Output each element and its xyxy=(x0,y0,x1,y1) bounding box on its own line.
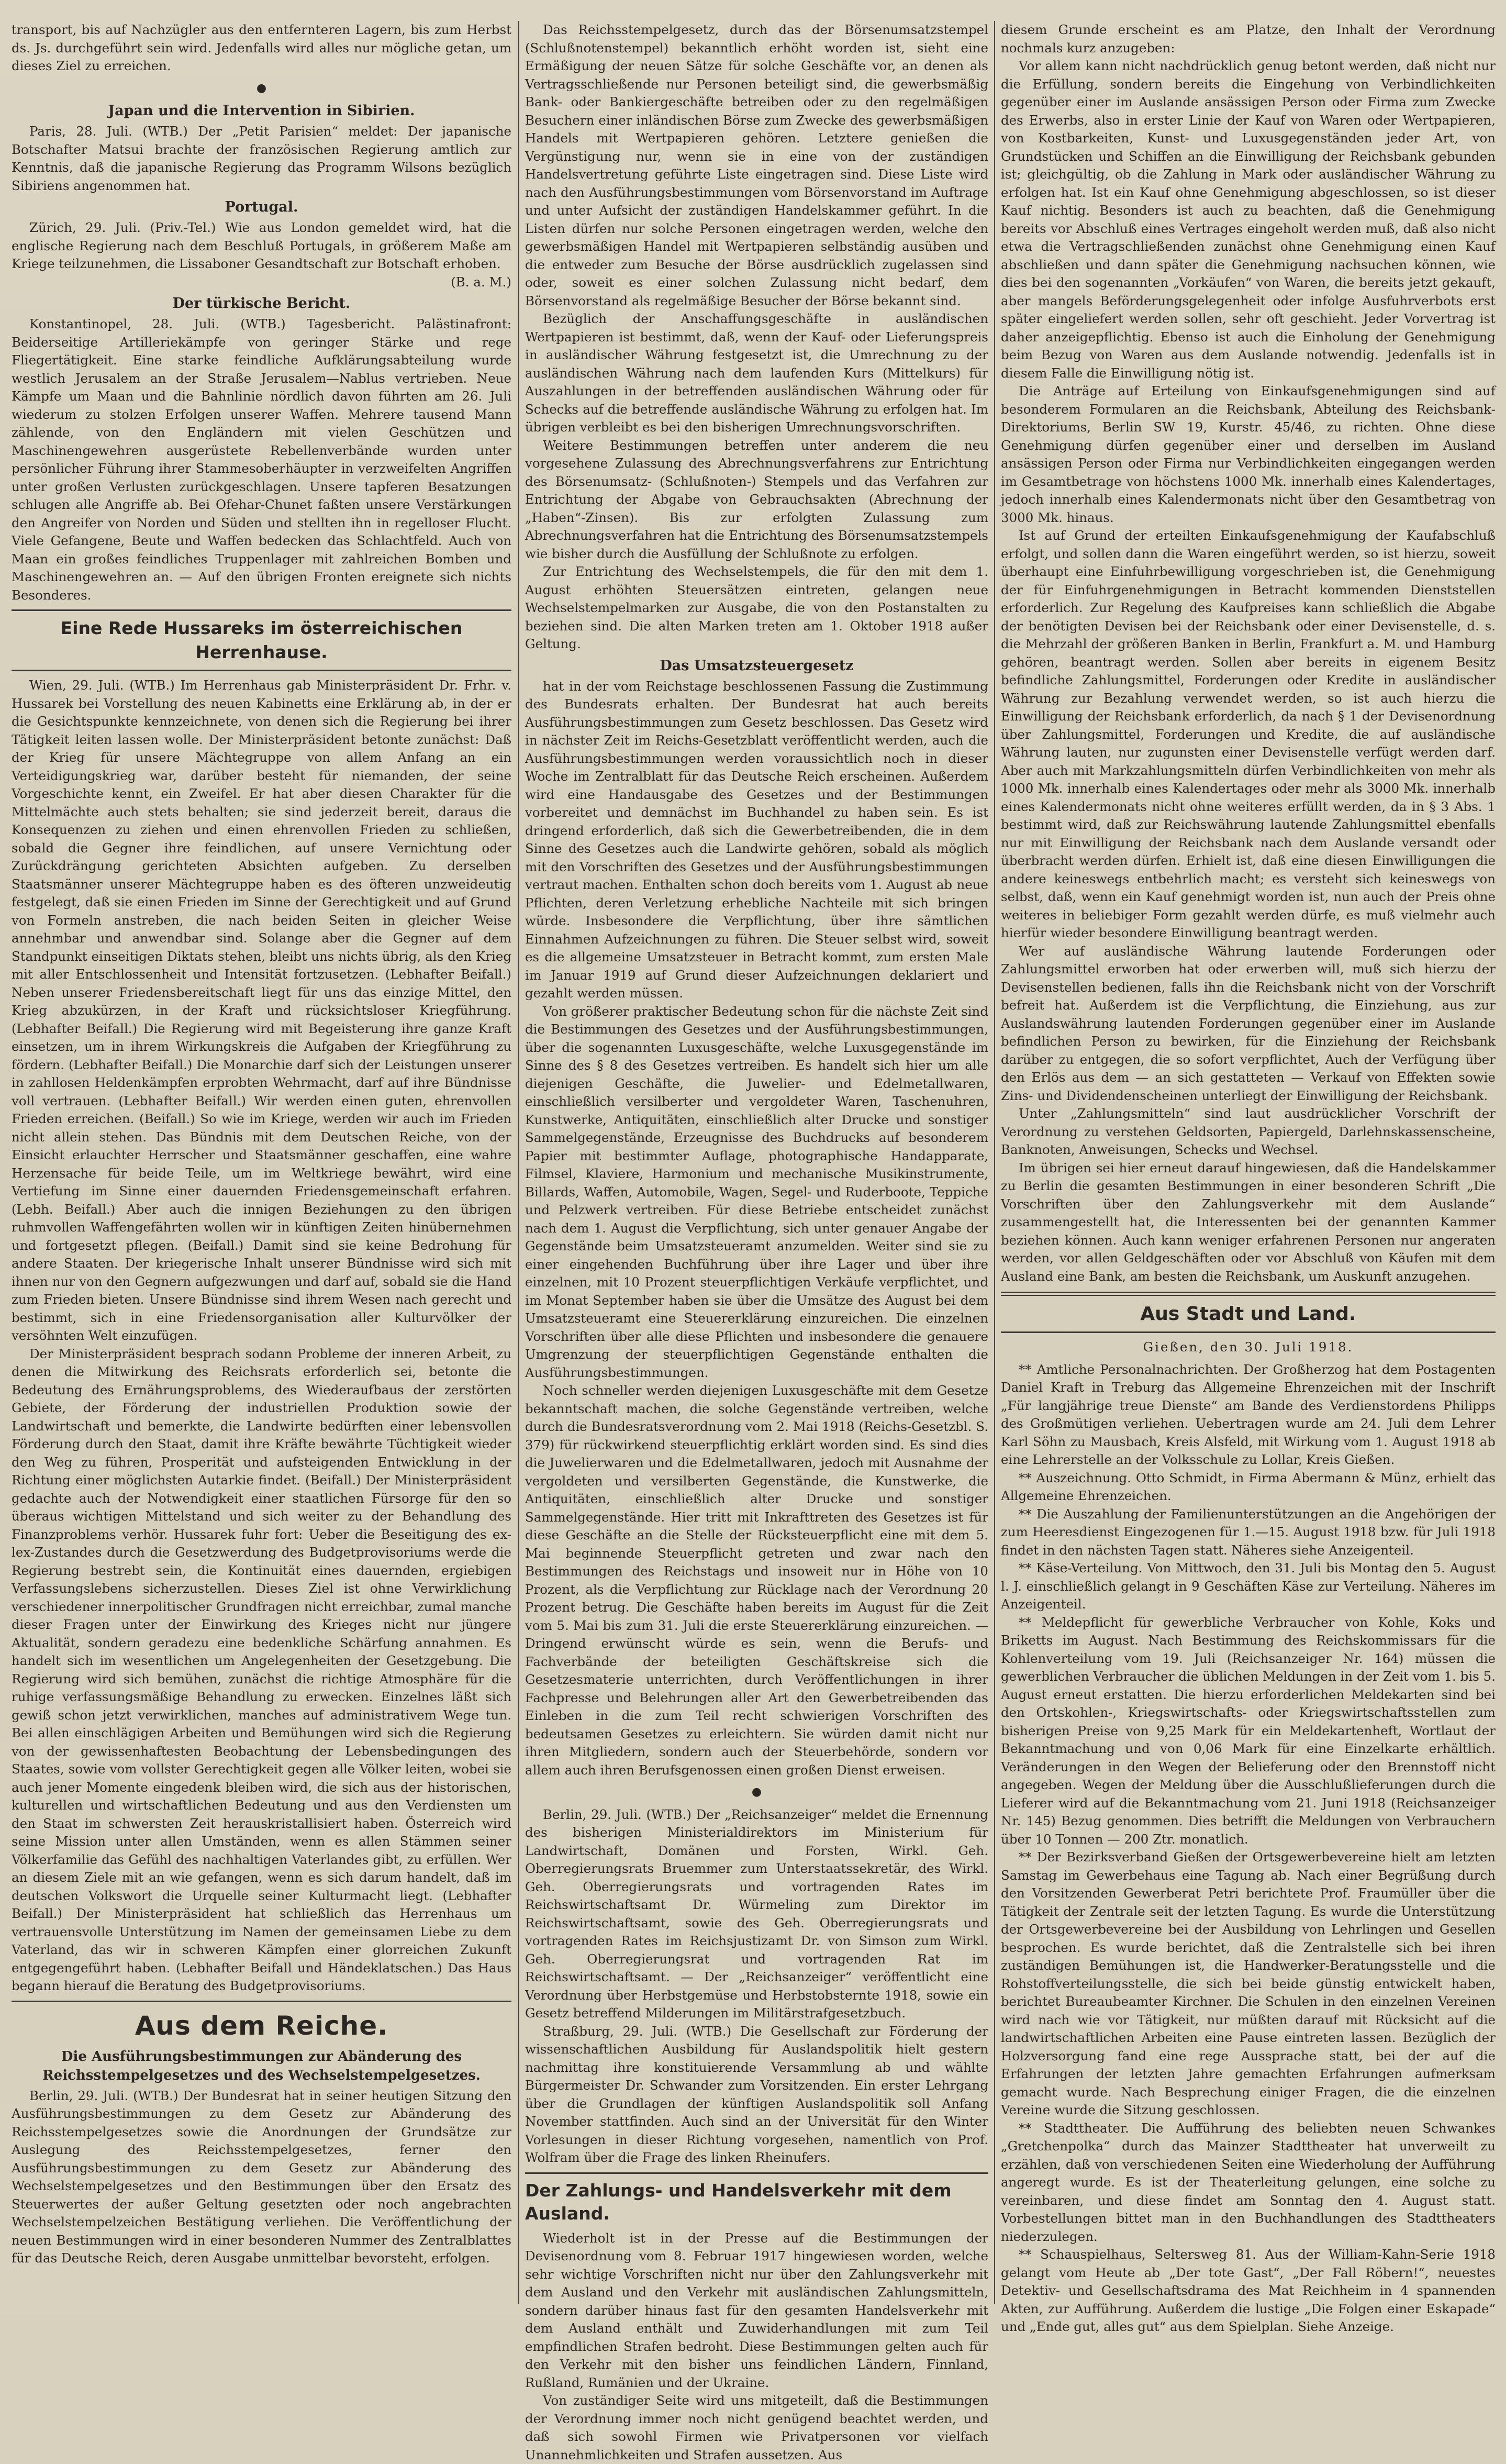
column-rule xyxy=(518,21,519,2304)
article-zahlungs-cont-p1: diesem Grunde erscheint es am Platze, den Inhalt der Verordnung nochmals kurz anzugeben: xyxy=(1001,22,1496,56)
local-news-item: ** Stadttheater. Die Aufführung des beliebten neuen Schwankes „Gretchenpolka“ durch das Mainzer Stadttheater hat unverweilt zu erzählen, daß von verschiedenen Seiten eine Wiederholung der Aufführung angeregt wurde. Es ist der Theaterleitung gelungen, eine solche zu vereinbaren, und diese findet am Sonntag den 4. August statt. Vorbestellungen bittet man in den Buchhandlungen des Stadttheaters niederzulegen. xyxy=(1001,2120,1496,2244)
column-1 xyxy=(12,21,511,2304)
headline-reichsstempel: Die Ausführungsbestimmungen zur Abänderung des Reichsstempelgesetzes und des Wechselstempelgesetzes. xyxy=(42,2048,481,2083)
article-berlin: Berlin, 29. Juli. (WTB.) Der „Reichsanzeiger“ meldet die Ernennung des bisherigen Ministerialdirektors im Ministerium für Landwirtschaft, Domänen und Forsten, Wirkl. Geh. Oberregierungsrats Bruemmer zum Unterstaatssekretär, des Wirkl. Geh. Oberregierungsrats und vortragenden Rates im Reichswirtschaftsamt Dr. Würmeling zum Direktor im Reichswirtschaftsamt, sowie des Geh. Oberregierungsrats und vortragenden Rates im Reichsjustizamt Dr. von Simson zum Wirkl. Geh. Oberregierungsrat und vortragenden Rat im Reichswirtschaftsamt. — Der „Reichsanzeiger“ veröffentlicht eine Verordnung über Herbstgemüse und Herbstobsternte 1918, sowie ein Gesetz betreffend Milderungen im Militärstrafgesetzbuch. xyxy=(525,1806,988,2021)
article-reichsstempel-p2: Bezüglich der Anschaffungsgeschäfte in ausländischen Wertpapieren ist bestimmt, daß, wenn der Kauf- oder Lieferungspreis in ausländischer Währung festgesetzt ist, die Umrechnung zu der ausländischen Währung nach dem laufenden Kurs (Mittelkurs) für Auszahlungen in der betreffenden ausländischen Währung oder für Schecks auf die betreffende ausländische Währung zu erfolgen hat. Im übrigen verbleibt es bei den bisherigen Umrechnungsvorschriften. xyxy=(525,311,988,435)
article-hussarek-p1: Wien, 29. Juli. (WTB.) Im Herrenhaus gab Ministerpräsident Dr. Frhr. v. Hussarek bei Vorstellung des neuen Kabinetts eine Erklärung ab, in der er die Gesichtspunkte kennzeichnete, von denen sich die Regierung bei ihrer Tätigkeit leiten lassen wolle. Der Ministerpräsident betonte zunächst: Daß der Krieg für unsere Mächtegruppe von allem Anfang an ein Verteidigungskrieg war, darüber besteht für niemanden, der seine Vorgeschichte kennt, ein Zweifel. Er hat aber diesen Charakter für die Mittelmächte auch stets behalten; sie sind jederzeit bereit, daraus die Konsequenzen zu ziehen und einen ehrenvollen Frieden zu schließen, sobald die Gegner ihre feindlichen, auf unsere Vernichtung oder Zurückdrängung gerichteten Absichten aufgeben. Zu derselben Staatsmänner unserer Mächtegruppe haben es des öfteren unzweideutig festgelegt, daß sie einen Frieden im Sinne der Gerechtigkeit und auf Grund von Formeln anstreben, die nach beiden Seiten in gleicher Weise annehmbar und anwendbar sind. Solange aber die Gegner auf dem Standpunkt einseitigen Diktats stehen, bleibt uns nichts übrig, als den Krieg mit aller Entschlossenheit und Intensität fortzusetzen. (Lebhafter Beifall.) Neben unserer Friedensbereitschaft liegt für uns das einzige Mittel, den Krieg abzukürzen, in der Kraft und rücksichtsloser Kriegführung. (Lebhafter Beifall.) Die Regierung wird mit Begeisterung ihre ganze Kraft einsetzen, um in ihrem Wirkungskreis die Aufgaben der Kriegführung zu fördern. (Lebhafter Beifall.) Die Monarchie darf sich der Leistungen unserer in zahllosen Heldenkämpfen erprobten Wehrmacht, darf auf ihre Bündnisse voll vertrauen. (Lebhafter Beifall.) Wir werden einen guten, ehrenvollen Frieden erreichen. (Beifall.) So wie im Kriege, werden wir auch im Frieden nicht allein stehen. Das Bündnis mit dem Deutschen Reiche, von der Einsicht erlauchter Herrscher und Staatsmänner geschaffen, eine wahre Herzensache für beide Teile, um im Weltkriege bewährt, wird eine Vertiefung im Sinne einer dauernden Friedensgemeinschaft erfahren. (Lebh. Beifall.) Aber auch die innigen Beziehungen zu den übrigen ruhmvollen Waffengefährten wollen wir in künftigen Zeiten hinübernehmen und fortgesetzt pflegen. (Beifall.) Damit sind sie keine Bedrohung für andere Staaten. Der kriegerische Inhalt unserer Bündnisse wird sich mit ihnen nur von den Gegnern aufgezwungen und darf auf, sobald sie die Hand zum Frieden bieten. Unsere Bündnisse sind ihrem Wesen nach gerecht und bestimmt, sich in eine Friedensorganisation aller Kulturvölker der versöhnten Welt einzufügen. xyxy=(12,678,511,1343)
intro-text: transport, bis auf Nachzügler aus den entfernteren Lagern, bis zum Herbst ds. Js. durchgeführt sein wird. Jedenfalls wird alles nur mögliche getan, um dieses Ziel zu erreichen. xyxy=(12,22,511,73)
headline-japan: Japan und die Intervention in Sibirien. xyxy=(108,103,415,119)
article-zahlungs-cont-p3: Die Anträge auf Erteilung von Einkaufsgenehmigungen sind auf besonderem Formularen an die Reichsbank, Abteilung des Reichsbank-Direktoriums, Berlin SW 19, Kurstr. 45/46, zu richten. Ohne diese Genehmigung dürfen gegenüber einer und derselben im Ausland ansässigen Person oder Firma nur Verbindlichkeiten eingegangen werden im Gesamtbetrage von höchstens 1000 Mk. innerhalb eines Kalendertages, jedoch innerhalb eines Kalendermonats nicht über den Gesamtbetrag von 3000 Mk. hinaus. xyxy=(1001,383,1496,525)
article-zahlungs-cont-p5: Wer auf ausländische Währung lautende Forderungen oder Zahlungsmittel erworben hat oder erwerben will, muß sich hierzu der Devisenstellen bedienen, falls ihn die Reichsbank nicht von der Vorschrift befreit hat. Außerdem ist die Verpflichtung, die Einziehung, aus zur Auslandswährung lautenden Forderungen gegenüber einer im Auslande befindlichen Person zu bewirken, für die Einziehung der Reichsbank darüber zu entgegen, die so sofort verpflichtet, Auch der Verfügung über den Erlös aus dem — an sich gestatteten — Verkauf von Effekten sowie Zins- und Dividendenscheinen unterliegt der Einwilligung der Reichsbank. xyxy=(1001,943,1496,1103)
article-zahlungs-cont-p4: Ist auf Grund der erteilten Einkaufsgenehmigung der Kaufabschluß erfolgt, und sollen dann die Waren eingeführt werden, so ist hierzu, soweit überhaupt eine Einfuhrbewilligung vorgeschrieben ist, die Genehmigung der für Einfuhrgenehmigungen in Betracht kommenden Dienststellen erforderlich. Zur Regelung des Kaufpreises kann schließlich die Abgabe der benötigten Devisen bei der Reichsbank oder einer Devisenstelle, d. s. die Mehrzahl der größeren Banken in Berlin, Frankfurt a. M. und Hamburg gehören, beantragt werden. Sollen aber bereits in eigenem Besitz befindliche Zahlungsmittel, Forderungen oder Kredite in ausländischer Währung zur Bezahlung verwendet werden, so ist auch hierzu die Einwilligung der Reichsbank erforderlich, da nach § 1 der Devisenordnung über Zahlungsmittel, Forderungen und Kredite, die auf ausländische Währung lauten, nur zugunsten einer Devisenstelle verfügt werden darf. Aber auch mit Markzahlungsmitteln dürfen Verbindlichkeiten von mehr als 1000 Mk. innerhalb eines Kalendertages oder mehr als 3000 Mk. innerhalb eines Kalendermonats nicht ohne weiteres erfüllt werden, da in § 3 Abs. 1 bestimmt wird, daß zur Reichswährung lautende Zahlungsmittel ebenfalls nur mit Einwilligung der Reichsbank nach dem Auslande versandt oder überbracht werden dürfen. Erhielt ist, daß eine diesen Einwilligungen die andere keineswegs entbehrlich macht; es versteht sich keineswegs von selbst, daß, wenn ein Kauf genehmigt worden ist, nun auch der Preis ohne weiteres in beliebiger Form gezahlt werden dürfe, es muß vielmehr auch hierfür wieder besondere Einwilligung beantragt werden. xyxy=(1001,528,1496,940)
article-portugal: Zürich, 29. Juli. (Priv.-Tel.) Wie aus London gemeldet wird, hat die englische Regierung nach dem Beschluß Portugals, in größerem Maße am Kriege teilzunehmen, die Lissaboner Gesandtschaft zur Botschaft erhoben. xyxy=(12,220,511,271)
article-reichsstempel-p3: Weitere Bestimmungen betreffen unter anderem die neu vorgesehene Zulassung des Abrechnungsverfahrens zur Entrichtung des Börsenumsatz- (Schlußnoten-) Stempels und das Verfahren zur Entrichtung der Abgabe von Gebrauchsakten (Abrechnung der „Haben“-Zinsen). Bis zur erfolgten Zulassung zum Abrechnungsverfahren hat die Entrichtung des Börsenumsatzstempels wie bisher durch die Ausfüllung der Schlußnote zu erfolgen. xyxy=(525,437,988,561)
headline-tuerkischer-bericht: Der türkische Bericht. xyxy=(172,295,351,312)
article-reichsstempel-intro: Berlin, 29. Juli. (WTB.) Der Bundesrat hat in seiner heutigen Sitzung den Ausführungsbestimmungen zu dem Gesetz zur Abänderung des Reichsstempelgesetzes sowie die Anordnungen der Grundsätze zur Auslegung des Reichsstempelgesetzes, ferner den Ausführungsbestimmungen zu dem Gesetz zur Abänderung des Wechselstempelgesetzes und den Bestimmungen über den Ersatz des Steuerwertes der außer Geltung gesetzten oder noch angebrachten Wechselstempelzeichen Bestätigung verliehen. Die Veröffentlichung der neuen Bestimmungen wird in einer besonderen Nummer des Zentralblattes für das Deutsche Reich, deren Ausgabe unmittelbar bevorsteht, erfolgen. xyxy=(12,2088,511,2266)
divider xyxy=(12,670,511,671)
local-news-item: ** Schauspielhaus, Seltersweg 81. Aus der William-Kahn-Serie 1918 gelangt vom Heute ab „Der tote Gast“, „Der Fall Röbern!“, neuestes Detektiv- und Gesellschaftsdrama des Mat Reichheim in 4 spannenden Akten, zur Aufführung. Außerdem die lustige „Die Folgen einer Eskapade“ und „Ende gut, alles gut“ aus dem Spielplan. Siehe Anzeige. xyxy=(1001,2247,1496,2334)
local-news-item: ** Die Auszahlung der Familienunterstützungen an die Angehörigen der zum Heeresdienst Eingezogenen für 1.—15. August 1918 bzw. für Juli 1918 findet in den nächsten Tagen statt. Näheres siehe Anzeigenteil. xyxy=(1001,1506,1496,1558)
article-zahlungs-p2: Von zuständiger Seite wird uns mitgeteilt, daß die Bestimmungen der Verordnung immer noch nicht genügend beachtet werden, und daß sich sowohl Firmen wie Privatpersonen vor vielfach Unannehmlichkeiten und Strafen aussetzen. Aus xyxy=(525,2393,988,2462)
local-news-item: ** Meldepflicht für gewerbliche Verbraucher von Kohle, Koks und Briketts im August. Nach Bestimmung des Reichskommissars für die Kohlenverteilung vom 19. Juli (Reichsanzeiger Nr. 164) müssen die gewerblichen Verbraucher die üblichen Meldungen in der Zeit vom 1. bis 5. August erneut erstatten. Die hierzu erforderlichen Meldekarten sind bei den Ortskohlen-, Kriegswirtschafts- oder Kriegswirtschaftsstellen zum bisherigen Preise von 9,25 Mark für ein Meldekartenheft, Wortlaut der Bekanntmachung und von 0,06 Mark für eine Einzelkarte erhältlich. Veränderungen in den Wegen der Belieferung oder den Brennstoff nicht angegeben. Wegen der Meldung über die Ausschlußlieferungen durch die Lieferer wird auf die Bekanntmachung vom 21. Juni 1918 (Reichsanzeiger Nr. 145) Bezug genommen. Dies betrifft die Meldungen von Verbrauchern über 10 Tonnen — 200 Ztr. monatlich. xyxy=(1001,1614,1496,1847)
divider xyxy=(1001,1292,1496,1296)
article-zahlungs-cont-p2: Vor allem kann nicht nachdrücklich genug betont werden, daß nicht nur die Erfüllung, sondern bereits die Eingehung von Verbindlichkeiten gegenüber einer im Auslande ansässigen Person oder Firma zum Zwecke des Erwerbs, also in erster Linie der Kauf von Waren oder Wertpapieren, von Kostbarkeiten, Kunst- und Luxusgegenständen jeder Art, von Grundstücken und Schiffen an die Einwilligung der Reichsbank gebunden ist; gleichgültig, ob die Zahlung in Mark oder ausländischer Währung zu erfolgen hat. Ist ein Kauf ohne Genehmigung abgeschlossen, so ist dieser Kauf nichtig. Besonders ist auch zu beachten, daß die Genehmigung bereits vor Abschluß eines Vertrages eingeholt werden muß, daß also nicht etwa die Vertragschließenden zunächst ohne Genehmigung einen Kauf abschließen und dann später die Genehmigung nachsuchen können, wie dies bei den sogenannten „Vorkäufen“ von Waren, die bereits jetzt gekauft, aber mangels Beförderungsgelegenheit oder infolge Ausfuhrverbots erst später eingeliefert werden sollen, sehr oft geschieht. Jeder Vorvertrag ist daher anzeigepflichtig. Ebenso ist auch die Einholung der Genehmigung beim Bezug von Waren aus dem Auslande notwendig. Jedenfalls ist in diesem Falle die Einwilligung nötig ist. xyxy=(1001,58,1496,381)
dateline: Gießen, den 30. Juli 1918. xyxy=(1143,1339,1354,1355)
column-3 xyxy=(1001,21,1496,2334)
local-news-item: ** Auszeichnung. Otto Schmidt, in Firma Abermann & Münz, erhielt das Allgemeine Ehrenzeichen. xyxy=(1001,1470,1496,1503)
column-2 xyxy=(525,21,988,2462)
article-umsatz-p3: Noch schneller werden diejenigen Luxusgeschäfte mit dem Gesetze bekanntschaft machen, die solche Gegenstände vertreiben, welche durch die Bundesratsverordnung vom 2. Mai 1918 (Reichs-Gesetzbl. S. 379) für rückwirkend steuerpflichtig erklärt worden sind. Es sind dies die Juwelierwaren und die Edelmetallwaren, jedoch mit Ausnahme der vergoldeten und versilberten Gegenstände, die Kunstwerke, die Antiquitäten, einschließlich alter Drucke und sonstiger Sammelgegenstände. Hier tritt mit Inkrafttreten des Gesetzes ist für diese Geschäfte an die Stelle der Rücksteuerpflicht eine mit dem 5. Mai beginnende Steuerpflicht getreten und zwar nach den Bestimmungen des Reichstags und insoweit nur in Höhe von 10 Prozent, als die Verpflichtung zur Rücklage nach der Verordnung 20 Prozent betrug. Die Geschäfte haben bereits im August für die Zeit vom 5. Mai bis zum 31. Juli die erste Steuererklärung einzureichen. — Dringend erwünscht würde es sein, wenn die Berufs- und Fachverbände der beteiligten Geschäftskreise sich die Gesetzesmaterie unterrichten, durch Veröffentlichungen in ihrer Fachpresse und Belehrungen aller Art den Gewerbetreibenden das Einleben in die zum Teil recht schwierigen Vorschriften des bedeutsamen Gesetzes zu erleichtern. Sie würden damit nicht nur ihren Mitgliedern, sondern auch der Steuerbehörde, sondern vor allem auch ihren Berufsgenossen einen großen Dienst erweisen. xyxy=(525,1383,988,1778)
headline-zahlungsverkehr: Der Zahlungs- und Handelsverkehr mit dem Ausland. xyxy=(525,2180,952,2224)
section-title-reich: Aus dem Reiche. xyxy=(135,2010,388,2041)
headline-umsatzsteuergesetz: Das Umsatzsteuergesetz xyxy=(660,657,854,674)
headline-portugal: Portugal. xyxy=(225,199,298,215)
divider xyxy=(12,2001,511,2002)
article-zahlungs-p1: Wiederholt ist in der Presse auf die Bestimmungen der Devisenordnung vom 8. Februar 1917 hingewiesen worden, welche sehr wichtige Vorschriften nicht nur über den Zahlungsverkehr mit dem Ausland und den Verkehr mit ausländischen Zahlungsmitteln, sondern darüber hinaus fast für den gesamten Handelsverkehr mit dem Ausland enthält und Zuwiderhandlungen mit zum Teil empfindlichen Strafen bedroht. Diese Bestimmungen gelten auch für den Verkehr mit den bisher uns feindlichen Ländern, Finnland, Rußland, Rumänien und der Ukraine. xyxy=(525,2230,988,2390)
local-news-item: ** Käse-Verteilung. Von Mittwoch, den 31. Juli bis Montag den 5. August l. J. einschließlich gelangt in 9 Geschäften Käse zur Verteilung. Näheres im Anzeigenteil. xyxy=(1001,1560,1496,1612)
article-umsatz-p1: hat in der vom Reichstage beschlossenen Fassung die Zustimmung des Bundesrats erhalten. Der Bundesrat hat auch bereits Ausführungsbestimmungen zum Gesetz beschlossen. Das Gesetz wird in nächster Zeit im Reichs-Gesetzblatt veröffentlicht werden, auch die Ausführungsbestimmungen werden voraussichtlich noch in dieser Woche im Zentralblatt für das Deutsche Reich erscheinen. Außerdem wird eine Handausgabe des Gesetzes und der Bestimmungen vorbereitet und demnächst im Buchhandel zu haben sein. Es ist dringend erforderlich, daß sich die Gewerbetreibenden, die in dem Sinne des Gesetzes auch die Landwirte gehören, sobald als möglich mit den Vorschriften des Gesetzes und der Ausführungsbestimmungen vertraut machen. Enthalten schon doch bereits vom 1. August ab neue Pflichten, deren Verletzung erhebliche Nachteile mit sich bringen würde. Insbesondere die Verpflichtung, über ihre sämtlichen Einnahmen Aufzeichnungen zu führen. Die Steuer selbst wird, soweit es die allgemeine Umsatzsteuer in Betracht kommt, zum ersten Male im Januar 1919 auf Grund dieser Aufzeichnungen deklariert und gezahlt werden müssen. xyxy=(525,678,988,1001)
section-title-stadt-und-land: Aus Stadt und Land. xyxy=(1140,1303,1356,1325)
article-tuerkischer-bericht: Konstantinopel, 28. Juli. (WTB.) Tagesbericht. Palästinafront: Beiderseitige Artilleriekämpfe von geringer Stärke und rege Fliegertätigkeit. Eine starke feindliche Aufklärungsabteilung wurde westlich Jerusalem an der Straße Jerusalem—Nablus vertrieben. Neue Kämpfe um Maan und die Bahnlinie nördlich davon führten am 26. Juli wiederum zu stolzen Erfolgen unserer Waffen. Mehrere tausend Mann zählende, von den Engländern mit vielen Geschützen und Maschinengewehren ausgerüstete Rebellenverbände wurden unter persönlicher Führung ihrer Stammesoberhäupter in verzweifelten Angriffen unter großen Verlusten zurückgeschlagen. Unsere tapferen Besatzungen schlugen alle Angriffe ab. Bei Ofehar-Chunet faßten unsere Verstärkungen den Angreifer von Norden und Süden und stellten ihn in regelloser Flucht. Viele Gefangene, Beute und Waffen bedecken das Schlachtfeld. Auch von Maan ein großes feindliches Truppenlager mit zahlreichen Bomben und Maschinengewehren an. — Auf den übrigen Fronten ereignete sich nichts Besonderes. xyxy=(12,316,511,603)
divider xyxy=(1001,1331,1496,1333)
divider xyxy=(12,609,511,611)
article-hussarek-p2: Der Ministerpräsident besprach sodann Probleme der inneren Arbeit, zu denen die Mitwirkung des Reichsrats erforderlich sei, betonte die Bedeutung des Ernährungsproblems, des Wiederaufbaus der zerstörten Gebiete, der Förderung der industriellen Produktion sowie der Landwirtschaft und bemerkte, die Landwirte bedürften einer lebensvollen Förderung durch den Staat, damit ihre Kräfte bewährte Tüchtigkeit wieder den Weg zu führen, Prosperität und aufsteigenden Entwicklung in der Richtung einer möglichsten Autarkie findet. (Beifall.) Der Ministerpräsident gedachte auch der Notwendigkeit einer staatlichen Fürsorge für den so überaus wichtigen Mittelstand und sich weiter zu der Behandlung des Finanzproblems verhör. Hussarek fuhr fort: Ueber die Beseitigung des ex-lex-Zustandes durch die Gesetzwerdung des Budgetprovisoriums werde die Regierung bestrebt sein, die Kontinuität eines dauernden, ergiebigen Verfassungslebens sicherzustellen. Dieses Ziel ist ohne Verwirklichung verschiedener innerpolitischer Grundfragen nicht erreichbar, zumal manche dieser Fragen unter der Einwirkung des Krieges nicht nur jüngere Aktualität, sondern geradezu eine bedenkliche Schärfung annahmen. Es handelt sich im wesentlichen um Angelegenheiten der Gesetzgebung. Die Regierung wird sich bemühen, zunächst die richtige Atmosphäre für die ruhige verfassungsmäßige Behandlung zu erwecken. Einzelnes läßt sich gewiß schon jetzt verwirklichen, manches auf administrativem Wege tun. Bei allen einschlägigen Arbeiten und Bemühungen wird sich die Regierung von der gewissenhaftesten Beobachtung der Lebensbedingungen des Staates, sowie vom vollster Gerechtigkeit gegen alle Völker leiten, wobei sie auch jener Momente eingedenk bleiben wird, die sich aus der historischen, kulturellen und wirtschaftlichen Bedeutung und aus den Verdiensten um den Staat im schwersten Zeit herauskristallisiert haben. Österreich wird seine Mission unter allen Umständen, wenn es allen Stämmen seiner Völkerfamilie das Gefühl des nachhaltigen Vaterlandes gibt, zu erfüllen. Wer an diesem Ziele mit an wie gefangen, wenn es sich darum handelt, daß im deutschen Volkswort die Urquelle seiner Kulturmacht liegt. (Lebhafter Beifall.) Der Ministerpräsident hat schließlich das Herrenhaus um vertrauensvolle Unterstützung im Namen der gemeinsamen Liebe zu dem Vaterland, das wir in schweren Kämpfen einer glorreichen Zukunft entgegengeführt haben. (Lebhafter Beifall und Händeklatschen.) Das Haus begann hierauf die Beratung des Budgetprovisoriums. xyxy=(12,1346,511,1993)
article-zahlungs-cont-p6: Unter „Zahlungsmitteln“ sind laut ausdrücklicher Vorschrift der Verordnung zu verstehen Geldsorten, Papiergeld, Darlehnskassenscheine, Banknoten, Anweisungen, Schecks und Wechsel. xyxy=(1001,1106,1496,1157)
article-umsatz-p2: Von größerer praktischer Bedeutung schon für die nächste Zeit sind die Bestimmungen des Gesetzes und der Ausführungsbestimmungen, über die sogenannten Luxusgeschäfte, welche Luxusgegenstände im Sinne des § 8 des Gesetzes vertreiben. Es handelt sich hier um alle diejenigen Geschäfte, die Juwelier- und Edelmetallwaren, einschließlich versilberter und vergoldeter Waren, Taschenuhren, Kunstwerke, Antiquitäten, einschließlich alter Drucke und sonstiger Sammelgegenstände, Erzeugnisse des Buchdrucks auf besonderem Papier mit bestimmter Auflage, photographische Handapparate, Filmsel, Klaviere, Harmonium und mechanische Musikinstrumente, Billards, Waffen, Automobile, Wagen, Segel- und Ruderboote, Teppiche und Pelzwerk vertreiben. Für diese Betriebe entscheidet zunächst nach dem 1. August die Verpflichtung, sich unter genauer Angabe der Gegenstände beim Umsatzsteueramt anzumelden. Weiter sind sie zu einer eingehenden Buchführung über ihre Lager und über ihre einzelnen, mit 10 Prozent steuerpflichtigen Verkäufe verpflichtet, und im Monat September haben sie über die Umsätze des August bei dem Umsatzsteueramt eine Steuererklärung einzureichen. Die einzelnen Vorschriften über alle diese Pflichten und insbesondere die genauere Umgrenzung der steuerpflichtigen Gegenstände enthalten die Ausführungsbestimmungen. xyxy=(525,1003,988,1380)
separator: ● xyxy=(751,1785,762,1799)
article-reichsstempel-p1: Das Reichsstempelgesetz, durch das der Börsenumsatzstempel (Schlußnotenstempel) bekanntlich erhöht worden ist, sieht eine Ermäßigung der neuen Sätze für solche Geschäfte vor, an denen als Vertragsschließende nur Personen beteiligt sind, die gewerbsmäßig Bank- oder Bankiergeschäfte betreiben oder zu den regelmäßigen Besuchern einer inländischen Börse zum Zwecke des gewerbsmäßigen Handels mit Wertpapieren gehören. Letztere genießen die Vergünstigung nur, wenn sie in eine von der zuständigen Handelsvertretung geführte Liste eingetragen sind. Diese Liste wird nach den Ausführungsbestimmungen vom Börsenvorstand im Auftrage und unter Aufsicht der zuständigen Handelskammer geführt. In die Listen dürfen nur solche Personen eingetragen werden, welche den gewerbsmäßigen Handel mit Wertpapieren selbständig ausüben und die entweder zum Besuche der Börse ausdrücklich zugelassen sind oder, soweit es einer solchen Zulassung nicht bedarf, dem Börsenvorstand als regelmäßige Besucher der Börse bekannt sind. xyxy=(525,22,988,308)
local-news-item: ** Der Bezirksverband Gießen der Ortsgewerbevereine hielt am letzten Samstag im Gewerbehaus eine Tagung ab. Nach einer Begrüßung durch den Vorsitzenden Gewerberat Petri berichtete Prof. Fraumüller über die Tätigkeit der Zentrale seit der letzten Tagung. Es wurde die Unterstützung der Ortsgewerbevereine bei der Ausbildung von Lehrlingen und Gesellen besprochen. Es wurde berichtet, daß die Zentralstelle sich bei ihren zuständigen Bemühungen ist, die Handwerker-Beratungsstelle und die Rohstoffverteilungsstelle, die sich bei beide günstig entwickelt haben, berichtet Bureaubeamter Kirchner. Die Schulen in den einzelnen Vereinen wird nach wie vor Tätigkeit, nur müßten darauf mit Rücksicht auf die landwirtschaftlichen Arbeiten eine Pause eintreten lassen. Bezüglich der Holzversorgung fand eine rege Aussprache statt, bei der auf die Erfahrungen der letzten Jahre gemachten Erfahrungen aufmerksam gemacht wurde. Nach Besprechung einiger Fragen, die die einzelnen Vereine wurde die Sitzung geschlossen. xyxy=(1001,1849,1496,2117)
local-news-item: ** Amtliche Personalnachrichten. Der Großherzog hat dem Postagenten Daniel Kraft in Treburg das Allgemeine Ehrenzeichen mit der Inschrift „Für langjährige treue Dienste“ am Bande des Verdienstordens Philipps des Großmütigen verliehen. Uebertragen wurde am 24. Juli dem Lehrer Karl Söhn zu Mausbach, Kreis Alsfeld, mit Wirkung vom 1. August 1918 ab eine Lehrerstelle an der Volksschule zu Lollar, Kreis Gießen. xyxy=(1001,1361,1496,1467)
divider xyxy=(525,2172,988,2174)
column-rule xyxy=(994,21,995,2304)
article-reichsstempel-p4: Zur Entrichtung des Wechselstempels, die für den mit dem 1. August erhöhten Steuersätzen eintreten, gelangen neue Wechselstempelmarken zur Ausgabe, die von den Postanstalten zu beziehen sind. Die alten Marken treten am 1. Oktober 1918 außer Geltung. xyxy=(525,564,988,651)
article-strassburg: Straßburg, 29. Juli. (WTB.) Die Gesellschaft zur Förderung der wissenschaftlichen Ausbildung für Auslandspolitik hielt gestern nachmittag ihre konstituierende Versammlung ab und wählte Bürgermeister Dr. Schwander zum Vorsitzenden. Ein erster Lehrgang über die Grundlagen der künftigen Auslandspolitik soll Anfang November stattfinden. Auch sind an der Universität für den Winter Vorlesungen in dieser Richtung vorgesehen, namentlich von Prof. Wolfram über die Frage des linken Rheinufers. xyxy=(525,2023,988,2165)
separator: ● xyxy=(256,81,267,95)
article-portugal-signature: (B. a. M.) xyxy=(451,274,511,290)
headline-hussarek: Eine Rede Hussareks im österreichischen Herrenhause. xyxy=(60,618,463,662)
article-zahlungs-cont-p7: Im übrigen sei hier erneut darauf hingewiesen, daß die Handelskammer zu Berlin die gesamten Bestimmungen in einer besonderen Schrift „Die Vorschriften über den Zahlungsverkehr mit dem Auslande“ zusammengestellt hat, die Interessenten bei der genannten Kammer beziehen können. Auch kann weniger erfahrenen Personen nur angeraten werden, vor allen Geldgeschäften oder vor Abschluß von Käufen mit dem Ausland eine Bank, am besten die Reichsbank, um Auskunft anzugehen. xyxy=(1001,1160,1496,1284)
article-japan: Paris, 28. Juli. (WTB.) Der „Petit Parisien“ meldet: Der japanische Botschafter Matsui brachte der französischen Regierung amtlich zur Kenntnis, daß die japanische Regierung das Programm Wilsons bezüglich Sibiriens angenommen hat. xyxy=(12,124,511,193)
